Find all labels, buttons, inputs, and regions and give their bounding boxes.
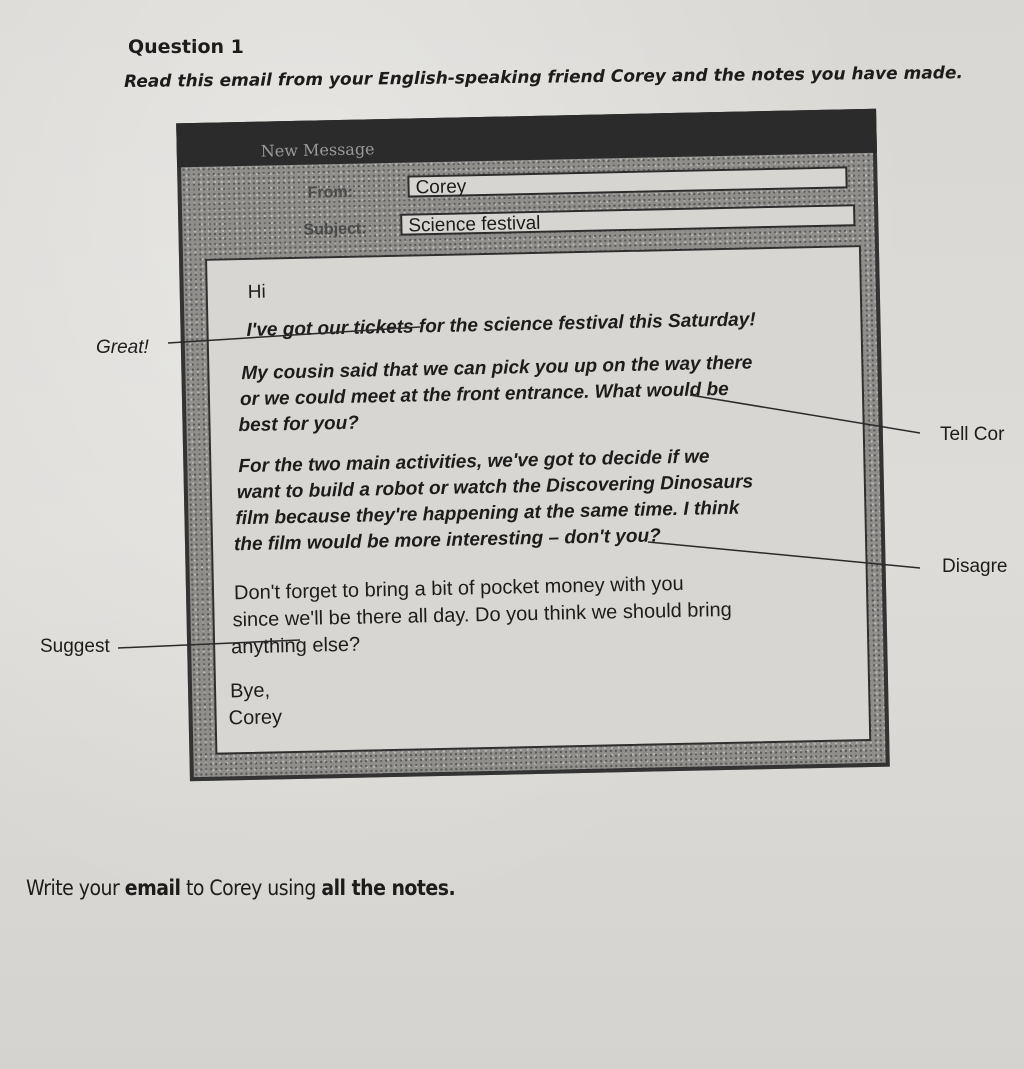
- email-para-4-line-2: since we'll be there all day. Do you think we should bring: [232, 598, 733, 632]
- task-email-word: email: [124, 876, 181, 900]
- email-greeting: Hi: [247, 281, 266, 303]
- note-great: Great!: [96, 337, 149, 358]
- email-para-3-line-4: the film would be more interesting – don't you?: [233, 525, 661, 556]
- email-para-4-line-3: anything else?: [230, 633, 361, 659]
- note-tell: Tell Cor: [940, 424, 1005, 445]
- window-title: New Message: [260, 139, 375, 161]
- question-intro: Read this email from your English-speaking friend Corey and the notes you have made.: [124, 63, 964, 92]
- email-para-2-line-2: or we could meet at the front entrance. What would be: [239, 378, 729, 411]
- email-signature: Corey: [228, 706, 283, 730]
- great-connector-line: [168, 327, 420, 343]
- task-notes-phrase: all the notes: [321, 876, 449, 900]
- email-para-2-line-1: My cousin said that we can pick you up on the way there: [241, 352, 753, 385]
- subject-field: Science festival: [400, 204, 855, 236]
- from-field: Corey: [407, 166, 847, 197]
- note-suggest: Suggest: [40, 636, 110, 657]
- email-para-3-line-1: For the two main activities, we've got to decide if we: [238, 446, 710, 478]
- email-para-4-line-1: Don't forget to bring a bit of pocket money with you: [233, 572, 684, 605]
- email-para-2-line-3: best for you?: [238, 412, 360, 437]
- email-sign-off: Bye,: [229, 679, 271, 703]
- from-label: From:: [307, 183, 354, 202]
- email-line-1: I've got our tickets for the science festival this Saturday!: [246, 309, 756, 341]
- task-prefix: Write your: [26, 876, 125, 900]
- task-suffix: .: [448, 876, 456, 900]
- question-title: Question 1: [128, 36, 244, 58]
- disagree-connector-line: [648, 542, 920, 568]
- tell-connector-line: [690, 395, 920, 433]
- suggest-connector-line: [118, 640, 300, 648]
- email-para-3-line-2: want to build a robot or watch the Discovering Dinosaurs: [236, 471, 754, 504]
- task-instruction: [26, 876, 455, 900]
- subject-label: Subject:: [303, 220, 367, 239]
- email-para-3-line-3: film because they're happening at the same time. I think: [235, 497, 740, 530]
- task-middle: to Corey using: [180, 876, 322, 900]
- note-disagree: Disagre: [942, 556, 1008, 577]
